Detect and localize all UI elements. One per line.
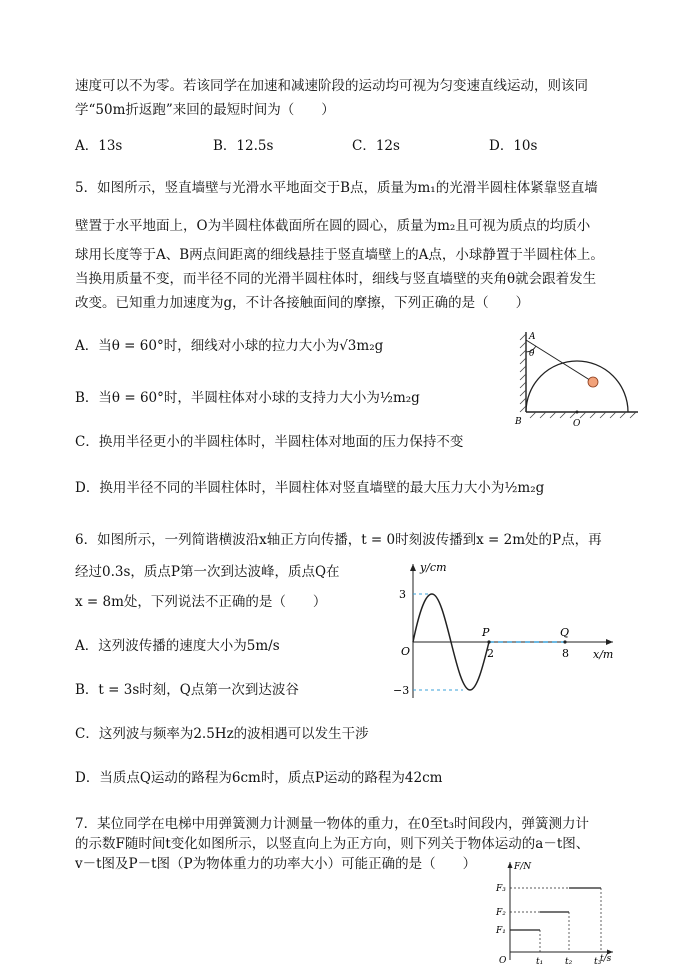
- q5-figure: [512, 326, 642, 436]
- q5-label-theta: θ: [529, 349, 535, 359]
- q5-line4: 当换用质量不变，而半径不同的光滑半圆柱体时，细线与竖直墙壁的夹角θ就会跟着发生: [75, 271, 597, 287]
- q4-option-b: B．12.5s: [213, 138, 274, 154]
- q7-label-f2: F₂: [496, 908, 506, 918]
- q7-label-t2: t₂: [565, 957, 573, 967]
- q5-label-o: O: [573, 419, 581, 429]
- q5-line3: 球用长度等于A、B两点间距离的细线悬挂于竖直墙壁上的A点，小球静置于半圆柱体上。: [75, 247, 604, 263]
- q5-option-c: C．换用半径更小的半圆柱体时，半圆柱体对地面的压力保持不变: [75, 434, 464, 450]
- q6-ytick-neg: −3: [393, 684, 410, 697]
- q5-option-a: A．当θ = 60°时，细线对小球的拉力大小为√3m₂g: [75, 338, 384, 354]
- q7-line2: 的示数F随时间t变化如图所示，以竖直向上为正方向，则下列关于物体运动的a－t图、: [75, 836, 590, 852]
- q6-xtick-2: 2: [487, 647, 494, 660]
- q5-label-b: B: [515, 417, 522, 427]
- q6-label-q: Q: [560, 626, 570, 639]
- q7-xlabel: t/s: [600, 954, 612, 964]
- q7-label-t3: t₃: [594, 957, 602, 967]
- q7-label-f1: F₁: [496, 926, 506, 936]
- q4-line1: 速度可以不为零。若该同学在加速和减速阶段的运动均可视为匀变速直线运动，则该同: [75, 78, 588, 94]
- q5-line1: 5．如图所示，竖直墙壁与光滑水平地面交于B点，质量为m₁的光滑半圆柱体紧靠竖直墙: [75, 180, 598, 196]
- q6-xtick-8: 8: [562, 647, 569, 660]
- q5-option-b: B．当θ = 60°时，半圆柱体对小球的支持力大小为½m₂g: [75, 390, 420, 406]
- q4-option-a: A．13s: [75, 138, 123, 154]
- q6-xlabel: x/m: [593, 648, 614, 661]
- q6-wave-graph: [393, 558, 628, 703]
- q6-option-a: A．这列波传播的速度大小为5m/s: [75, 638, 280, 654]
- q6-ytick-pos: 3: [399, 588, 406, 601]
- q7-ylabel: F/N: [514, 862, 532, 872]
- q7-line3: v－t图及P－t图（P为物体重力的功率大小）可能正确的是（ ）: [75, 856, 477, 872]
- q4-option-c: C．12s: [352, 138, 400, 154]
- q6-label-p: P: [482, 626, 490, 639]
- q5-option-d: D．换用半径不同的半圆柱体时，半圆柱体对竖直墙壁的最大压力大小为½m₂g: [75, 480, 545, 496]
- q6-line2: 经过0.3s，质点P第一次到达波峰，质点Q在: [75, 564, 340, 580]
- q5-label-a: A: [529, 332, 536, 342]
- q5-line2: 壁置于水平地面上，O为半圆柱体截面所在圆的圆心，质量为m₂且可视为质点的均质小: [75, 218, 591, 234]
- q6-option-c: C．这列波与频率为2.5Hz的波相遇可以发生干涉: [75, 726, 369, 742]
- q7-label-t1: t₁: [536, 957, 544, 967]
- q7-force-graph: [493, 860, 618, 970]
- q5-line5: 改变。已知重力加速度为g，不计各接触面间的摩擦，下列正确的是（ ）: [75, 295, 530, 311]
- q6-line3: x = 8m处，下列说法不正确的是（ ）: [75, 594, 327, 610]
- q6-origin: O: [401, 645, 411, 658]
- q7-origin: O: [499, 956, 507, 966]
- q6-option-d: D．当质点Q运动的路程为6cm时，质点P运动的路程为42cm: [75, 770, 443, 786]
- q6-ylabel: y/cm: [420, 561, 447, 574]
- q4-option-d: D．10s: [489, 138, 538, 154]
- q7-line1: 7．某位同学在电梯中用弹簧测力计测量一物体的重力，在0至t₃时间段内，弹簧测力计: [75, 816, 590, 832]
- q7-label-f3: F₃: [496, 884, 506, 894]
- q6-line1: 6．如图所示，一列简谐横波沿x轴正方向传播，t = 0时刻波传播到x = 2m处的P点，再: [75, 532, 602, 548]
- q6-option-b: B．t = 3s时刻，Q点第一次到达波谷: [75, 682, 299, 698]
- q4-line2: 学“50m折返跑”来回的最短时间为（ ）: [75, 102, 335, 118]
